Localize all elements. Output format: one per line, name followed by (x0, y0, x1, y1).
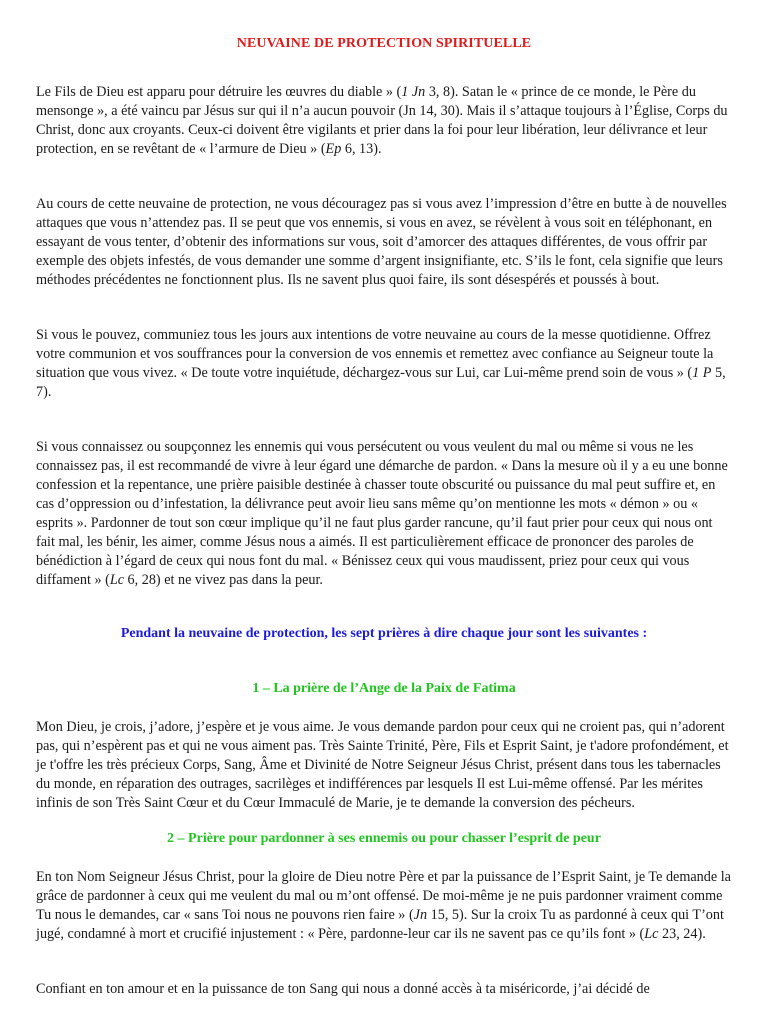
paragraph-intro: Le Fils de Dieu est apparu pour détruire les œuvres du diable » (1 Jn 3, 8). Satan le « prince de ce monde, le Père du mensonge », a été vaincu par Jésus sur qui il n’a aucun pouvoir (Jn 14, 30). Mais il s’attaque toujours à l’Église, Corps du Christ, donc aux croyants. Ceux-ci doivent être vigilants et prier dans la foi pour leur libération, leur délivrance et leur protection, en se revêtant de « l’armure de Dieu » (Ep 6, 13). (36, 84, 728, 157)
bible-reference: Ep (325, 141, 342, 157)
bible-reference: Lc (644, 926, 659, 942)
bible-reference: 1 Jn (401, 84, 426, 100)
paragraph-continuation: Confiant en ton amour et en la puissance de ton Sang qui nous a donné accès à ta miséricorde, j’ai décidé de (36, 981, 650, 997)
prayers-intro-heading: Pendant la neuvaine de protection, les sept prières à dire chaque jour sont les suivantes : (120, 626, 648, 641)
bible-reference: Lc (109, 572, 124, 588)
paragraph-encouragement: Au cours de cette neuvaine de protection, ne vous découragez pas si vous avez l’impression d’être en butte à de nouvelles attaques que vous n’attendez pas. Il se peut que vos ennemis, si vous en avez, se révèlent à vous soit en téléphonant, en essayant de vous tenter, d’obtenir des informations sur vous, soit d’amorcer des attaques différentes, de vous offrir par exemple des objets infestés, de vous demander une somme d’argent insignifiante, etc. S’ils le font, cela signifie que leurs méthodes précédentes ne fonctionnent plus. Ils ne savent plus quoi faire, ils sont désespérés et poussés à bout. (36, 196, 727, 288)
paragraph-pardon: Si vous connaissez ou soupçonnez les ennemis qui vous persécutent ou vous veulent du mal ou même si vous ne les connaissez pas, il est recommandé de vivre à leur égard une démarche de pardon. « Dans la mesure où il y a eu une bonne confession et la repentance, une prière paisible destinée à chasser toute obscurité ou puissance du mal peut suffire et, en cas d’oppression ou d’infestation, la délivrance peut avoir lieu sans même qu’on mentionne les mots « démon » ou « esprits ». Pardonner de tout son cœur implique qu’il ne faut plus garder rancune, qu’il faut prier pour ceux qui nous ont fait mal, les bénir, les aimer, comme Jésus nous a aimés. Il est particulièrement efficace de prononcer des paroles de bénédiction à l’égard de ceux qui nous font du mal. « Bénissez ceux qui vous maudissent, priez pour ceux qui vous diffament » (Lc 6, 28) et ne vivez pas dans la peur. (36, 439, 728, 588)
paragraph-communion: Si vous le pouvez, communiez tous les jours aux intentions de votre neuvaine au cours de la messe quotidienne. Offrez votre communion et vos souffrances pour la conversion de vos ennemis et remettez avec confiance au Seigneur toute la situation que vous vivez. « De toute votre inquiétude, déchargez-vous sur Lui, car Lui-même prend soin de vous » (1 P 5, 7). (36, 327, 726, 400)
document-page (36, 34, 732, 999)
prayer-2-text: En ton Nom Seigneur Jésus Christ, pour la gloire de Dieu notre Père et par la puissance de l’Esprit Saint, je Te demande la grâce de pardonner à ceux qui me veulent du mal ou m’ont offensé. De moi-même je ne puis pardonner vraiment comme Tu nous le demandes, car « sans Toi nous ne pouvons rien faire » (Jn 15, 5). Sur la croix Tu as pardonné à ceux qui T’ont jugé, condamné à mort et crucifié injustement : « Père, pardonne-leur car ils ne savent pas ce qu’ils font » (Lc 23, 24). (36, 869, 731, 942)
document-title: NEUVAINE DE PROTECTION SPIRITUELLE (236, 36, 532, 51)
prayer-1-text: Mon Dieu, je crois, j’adore, j’espère et je vous aime. Je vous demande pardon pour ceux qui ne croient pas, qui n’adorent pas, qui n’espèrent pas et qui ne vous aiment pas. Très Sainte Trinité, Père, Fils et Esprit Saint, je t'adore profondément, et je t'offre les très précieux Corps, Sang, Âme et Divinité de Notre Seigneur Jésus Christ, présent dans tous les tabernacles du monde, en réparation des outrages, sacrilèges et indifférences par lesquels Il est Lui-même offensé. Par les mérites infinis de son Très Saint Cœur et du Cœur Immaculé de Marie, je te demande la conversion des pécheurs. (36, 719, 729, 811)
prayer-2-heading: 2 – Prière pour pardonner à ses ennemis ou pour chasser l’esprit de peur (167, 831, 601, 846)
bible-reference: Jn (413, 907, 428, 923)
prayer-1-heading: 1 – La prière de l’Ange de la Paix de Fatima (252, 681, 516, 696)
bible-reference: 1 P (692, 365, 712, 381)
